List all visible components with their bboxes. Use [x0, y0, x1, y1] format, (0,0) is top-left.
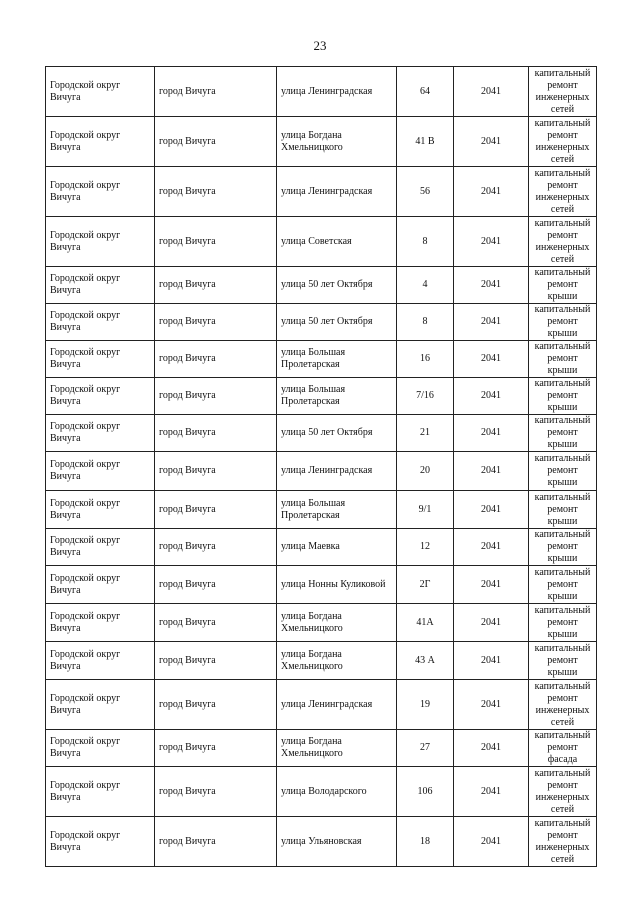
house-number-cell: 8 — [397, 304, 454, 341]
year-cell: 2041 — [454, 341, 529, 378]
work-type-cell: капитальный ремонт фасада — [529, 730, 597, 767]
settlement-cell: город Вичуга — [155, 415, 277, 452]
municipality-cell: Городской округ Вичуга — [46, 378, 155, 415]
table-row — [46, 378, 597, 415]
municipality-cell: Городской округ Вичуга — [46, 730, 155, 767]
work-type-cell: капитальный ремонт инженерных сетей — [529, 817, 597, 867]
table-row — [46, 491, 597, 529]
settlement-cell: город Вичуга — [155, 817, 277, 867]
house-number-cell: 19 — [397, 680, 454, 730]
house-number-cell: 12 — [397, 529, 454, 566]
work-type-cell: капитальный ремонт инженерных сетей — [529, 767, 597, 817]
street-cell: улица 50 лет Октября — [277, 267, 397, 304]
table-row — [46, 117, 597, 167]
work-type-cell: капитальный ремонт инженерных сетей — [529, 217, 597, 267]
municipality-cell: Городской округ Вичуга — [46, 680, 155, 730]
settlement-cell: город Вичуга — [155, 529, 277, 566]
municipality-cell: Городской округ Вичуга — [46, 304, 155, 341]
house-number-cell: 64 — [397, 67, 454, 117]
work-type-cell: капитальный ремонт крыши — [529, 566, 597, 604]
settlement-cell: город Вичуга — [155, 304, 277, 341]
street-cell: улица Богдана Хмельницкого — [277, 730, 397, 767]
settlement-cell: город Вичуга — [155, 341, 277, 378]
year-cell: 2041 — [454, 217, 529, 267]
work-type-cell: капитальный ремонт крыши — [529, 304, 597, 341]
settlement-cell: город Вичуга — [155, 452, 277, 491]
work-type-cell: капитальный ремонт крыши — [529, 452, 597, 491]
municipality-cell: Городской округ Вичуга — [46, 604, 155, 642]
street-cell: улица Советская — [277, 217, 397, 267]
work-type-cell: капитальный ремонт крыши — [529, 267, 597, 304]
work-type-cell: капитальный ремонт инженерных сетей — [529, 167, 597, 217]
table-row — [46, 217, 597, 267]
municipality-cell: Городской округ Вичуга — [46, 167, 155, 217]
settlement-cell: город Вичуга — [155, 167, 277, 217]
street-cell: улица Ульяновская — [277, 817, 397, 867]
house-number-cell: 7/16 — [397, 378, 454, 415]
table-row — [46, 167, 597, 217]
table-row — [46, 767, 597, 817]
year-cell: 2041 — [454, 680, 529, 730]
street-cell: улица Ленинградская — [277, 67, 397, 117]
street-cell: улица 50 лет Октября — [277, 304, 397, 341]
settlement-cell: город Вичуга — [155, 267, 277, 304]
house-number-cell: 18 — [397, 817, 454, 867]
year-cell: 2041 — [454, 566, 529, 604]
street-cell: улица Богдана Хмельницкого — [277, 642, 397, 680]
year-cell: 2041 — [454, 730, 529, 767]
municipality-cell: Городской округ Вичуга — [46, 767, 155, 817]
house-number-cell: 8 — [397, 217, 454, 267]
house-number-cell: 106 — [397, 767, 454, 817]
table-row — [46, 680, 597, 730]
house-number-cell: 2Г — [397, 566, 454, 604]
house-number-cell: 16 — [397, 341, 454, 378]
work-type-cell: капитальный ремонт крыши — [529, 341, 597, 378]
house-number-cell: 43 А — [397, 642, 454, 680]
year-cell: 2041 — [454, 167, 529, 217]
table-row — [46, 304, 597, 341]
municipality-cell: Городской округ Вичуга — [46, 341, 155, 378]
work-type-cell: капитальный ремонт инженерных сетей — [529, 680, 597, 730]
table-body — [46, 67, 597, 867]
table-row — [46, 341, 597, 378]
table-row — [46, 415, 597, 452]
settlement-cell: город Вичуга — [155, 67, 277, 117]
year-cell: 2041 — [454, 452, 529, 491]
year-cell: 2041 — [454, 491, 529, 529]
house-number-cell: 4 — [397, 267, 454, 304]
page-number: 23 — [313, 38, 327, 53]
house-number-cell: 27 — [397, 730, 454, 767]
street-cell: улица Ленинградская — [277, 452, 397, 491]
year-cell: 2041 — [454, 267, 529, 304]
house-number-cell: 56 — [397, 167, 454, 217]
settlement-cell: город Вичуга — [155, 566, 277, 604]
street-cell: улица Ленинградская — [277, 167, 397, 217]
municipality-cell: Городской округ Вичуга — [46, 117, 155, 167]
year-cell: 2041 — [454, 304, 529, 341]
street-cell: улица Богдана Хмельницкого — [277, 604, 397, 642]
municipality-cell: Городской округ Вичуга — [46, 415, 155, 452]
table-row — [46, 67, 597, 117]
street-cell: улица Большая Пролетарская — [277, 491, 397, 529]
settlement-cell: город Вичуга — [155, 730, 277, 767]
municipality-cell: Городской округ Вичуга — [46, 267, 155, 304]
table-row — [46, 730, 597, 767]
municipality-cell: Городской округ Вичуга — [46, 817, 155, 867]
work-type-cell: капитальный ремонт крыши — [529, 529, 597, 566]
year-cell: 2041 — [454, 378, 529, 415]
street-cell: улица Ленинградская — [277, 680, 397, 730]
settlement-cell: город Вичуга — [155, 117, 277, 167]
table-row — [46, 642, 597, 680]
registry-table — [45, 66, 597, 867]
work-type-cell: капитальный ремонт крыши — [529, 642, 597, 680]
street-cell: улица Нонны Куликовой — [277, 566, 397, 604]
municipality-cell: Городской округ Вичуга — [46, 491, 155, 529]
municipality-cell: Городской округ Вичуга — [46, 642, 155, 680]
house-number-cell: 41А — [397, 604, 454, 642]
year-cell: 2041 — [454, 642, 529, 680]
street-cell: улица Богдана Хмельницкого — [277, 117, 397, 167]
house-number-cell: 21 — [397, 415, 454, 452]
year-cell: 2041 — [454, 117, 529, 167]
settlement-cell: город Вичуга — [155, 604, 277, 642]
street-cell: улица Большая Пролетарская — [277, 378, 397, 415]
street-cell: улица Маевка — [277, 529, 397, 566]
settlement-cell: город Вичуга — [155, 767, 277, 817]
settlement-cell: город Вичуга — [155, 491, 277, 529]
work-type-cell: капитальный ремонт инженерных сетей — [529, 117, 597, 167]
table-row — [46, 817, 597, 867]
municipality-cell: Городской округ Вичуга — [46, 217, 155, 267]
street-cell: улица Володарского — [277, 767, 397, 817]
settlement-cell: город Вичуга — [155, 217, 277, 267]
table-row — [46, 267, 597, 304]
year-cell: 2041 — [454, 415, 529, 452]
municipality-cell: Городской округ Вичуга — [46, 452, 155, 491]
year-cell: 2041 — [454, 67, 529, 117]
table-row — [46, 452, 597, 491]
street-cell: улица 50 лет Октября — [277, 415, 397, 452]
municipality-cell: Городской округ Вичуга — [46, 529, 155, 566]
table-row — [46, 604, 597, 642]
work-type-cell: капитальный ремонт крыши — [529, 378, 597, 415]
municipality-cell: Городской округ Вичуга — [46, 67, 155, 117]
table-row — [46, 566, 597, 604]
work-type-cell: капитальный ремонт крыши — [529, 491, 597, 529]
house-number-cell: 41 В — [397, 117, 454, 167]
street-cell: улица Большая Пролетарская — [277, 341, 397, 378]
house-number-cell: 9/1 — [397, 491, 454, 529]
settlement-cell: город Вичуга — [155, 642, 277, 680]
year-cell: 2041 — [454, 767, 529, 817]
settlement-cell: город Вичуга — [155, 680, 277, 730]
house-number-cell: 20 — [397, 452, 454, 491]
year-cell: 2041 — [454, 604, 529, 642]
table-row — [46, 529, 597, 566]
municipality-cell: Городской округ Вичуга — [46, 566, 155, 604]
year-cell: 2041 — [454, 817, 529, 867]
work-type-cell: капитальный ремонт крыши — [529, 415, 597, 452]
work-type-cell: капитальный ремонт инженерных сетей — [529, 67, 597, 117]
settlement-cell: город Вичуга — [155, 378, 277, 415]
year-cell: 2041 — [454, 529, 529, 566]
work-type-cell: капитальный ремонт крыши — [529, 604, 597, 642]
